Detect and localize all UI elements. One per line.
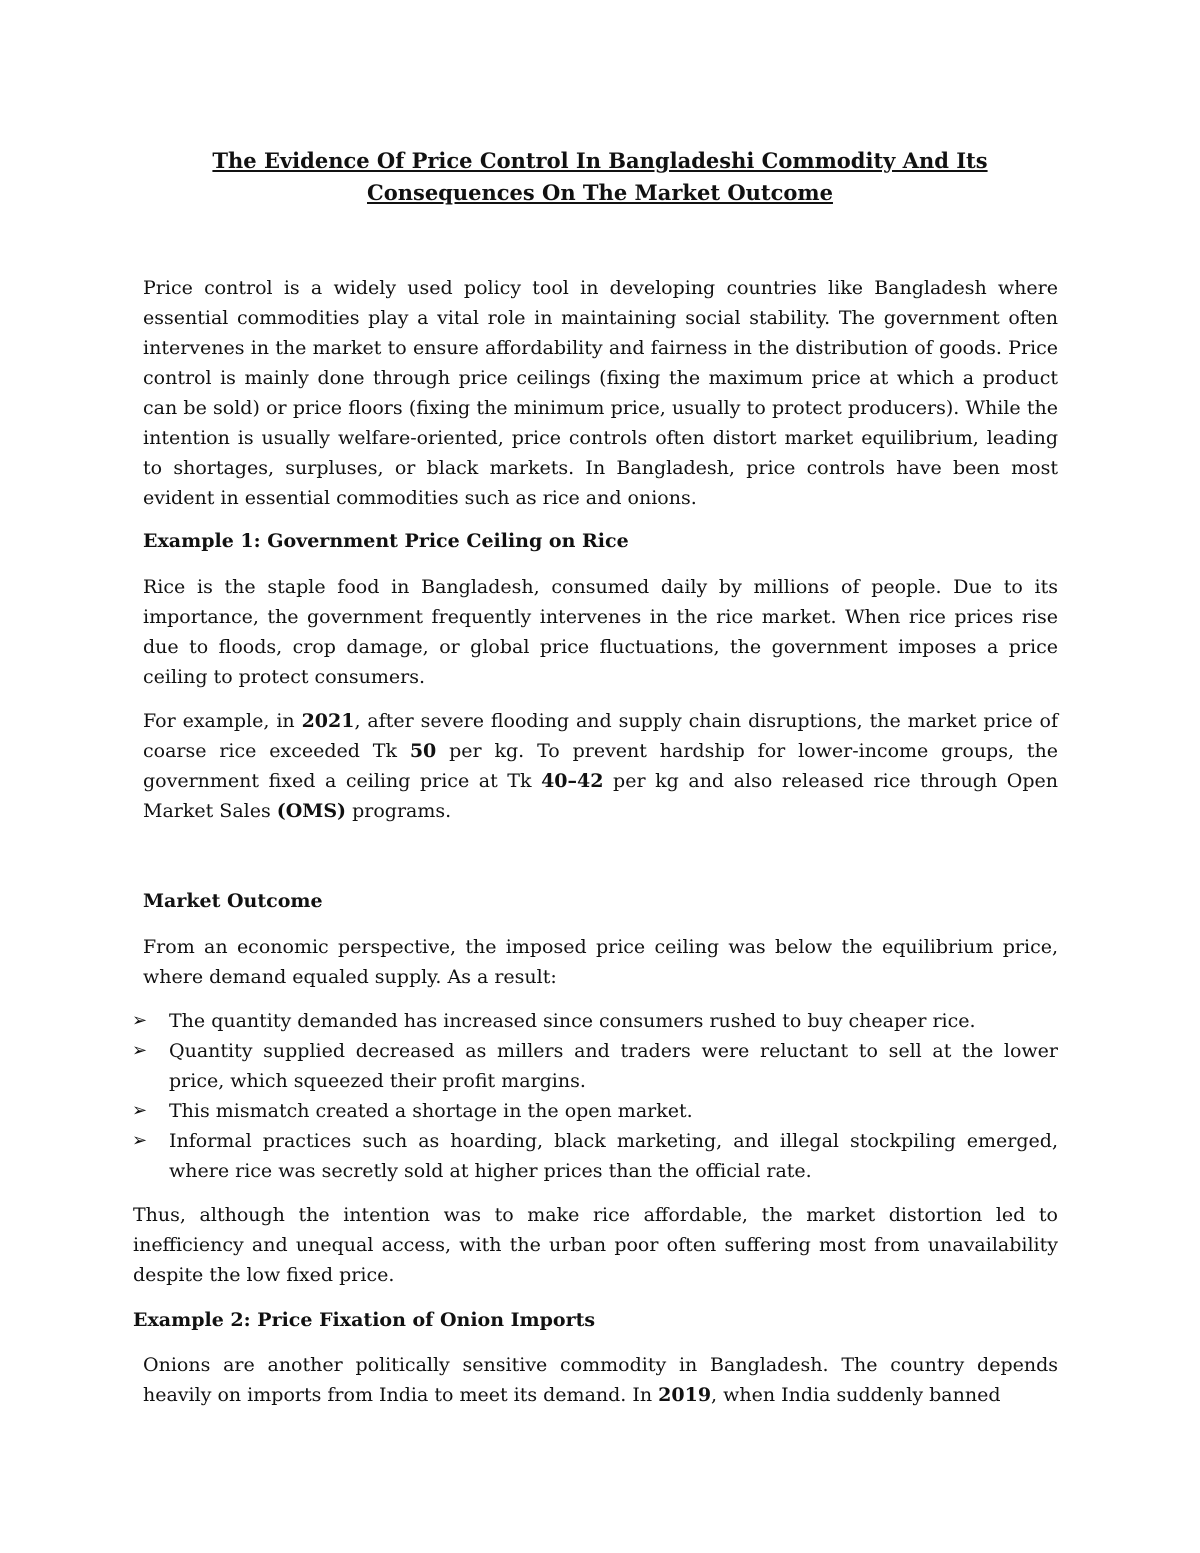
document-title <box>140 144 1060 210</box>
year-2019: 2019 <box>658 1384 712 1406</box>
text-span: per kg. To prevent hardship for lower-income groups, the government fixed a ceiling price at Tk <box>143 740 1058 792</box>
text-span: For example, in <box>143 710 302 732</box>
text-span: programs. <box>346 800 452 822</box>
list-item <box>132 1036 1058 1096</box>
market-outcome-bullets <box>132 1006 1058 1186</box>
market-price: 50 <box>409 740 437 762</box>
bullet-text: Quantity supplied decreased as millers and traders were reluctant to sell at the lower price, which squeezed their profit margins. <box>169 1040 1058 1092</box>
year-2021: 2021 <box>301 710 355 732</box>
market-outcome-conclusion: Thus, although the intention was to make rice affordable, the market distortion led to inefficiency and unequal access, with the urban poor often suffering most from unavailability despite the low fixed price. <box>133 1204 1058 1286</box>
bullet-text: The quantity demanded has increased since consumers rushed to buy cheaper rice. <box>169 1010 976 1032</box>
bullet-text: This mismatch created a shortage in the open market. <box>169 1100 693 1122</box>
example1-paragraph-1: Rice is the staple food in Bangladesh, consumed daily by millions of people. Due to its importance, the government frequently intervenes in the rice market. When rice prices rise due to floods, crop damage, or global price fluctuations, the government imposes a price ceiling to protect consumers. <box>143 576 1058 688</box>
list-item <box>132 1006 1058 1036</box>
text-span: per kg and also released rice through Open Market Sales <box>143 770 1058 822</box>
arrow-bullet-icon: ➢ <box>132 1100 148 1121</box>
arrow-bullet-icon: ➢ <box>132 1130 148 1151</box>
arrow-bullet-icon: ➢ <box>132 1040 148 1061</box>
list-item <box>132 1126 1058 1186</box>
example1-heading: Example 1: Government Price Ceiling on Rice <box>143 530 629 552</box>
example2-paragraph <box>143 1350 1058 1410</box>
oms-label: (OMS) <box>276 800 347 822</box>
example2-heading: Example 2: Price Fixation of Onion Imports <box>133 1309 596 1331</box>
arrow-bullet-icon: ➢ <box>132 1010 148 1031</box>
text-span: Onions are another politically sensitive commodity in Bangladesh. The country depends heavily on imports from India to meet its demand. In <box>143 1354 1058 1406</box>
intro-paragraph: Price control is a widely used policy tool in developing countries like Bangladesh where essential commodities play a vital role in maintaining social stability. The government often intervenes in the market to ensure affordability and fairness in the distribution of goods. Price control is mainly done through price ceilings (fixing the maximum price at which a product can be sold) or price floors (fixing the minimum price, usually to protect producers). While the intention is usually welfare-oriented, price controls often distort market equilibrium, leading to shortages, surpluses, or black markets. In Bangladesh, price controls have been most evident in essential commodities such as rice and onions. <box>143 277 1058 509</box>
list-item <box>132 1096 1058 1126</box>
title-line-1: The Evidence Of Price Control In Bangladeshi Commodity And Its <box>212 148 988 173</box>
market-outcome-lead: From an economic perspective, the imposed price ceiling was below the equilibrium price, where demand equaled supply. As a result: <box>143 936 1058 988</box>
text-span: , after severe flooding and supply chain disruptions, the market price of coarse rice exceeded Tk <box>143 710 1058 762</box>
bullet-text: Informal practices such as hoarding, black marketing, and illegal stockpiling emerged, where rice was secretly sold at higher prices than the official rate. <box>169 1130 1058 1182</box>
market-outcome-heading: Market Outcome <box>143 890 323 912</box>
ceiling-price: 40–42 <box>541 770 604 792</box>
text-span: , when India suddenly banned <box>711 1384 1001 1406</box>
example1-paragraph-2 <box>143 706 1058 826</box>
title-line-2: Consequences On The Market Outcome <box>367 180 833 205</box>
